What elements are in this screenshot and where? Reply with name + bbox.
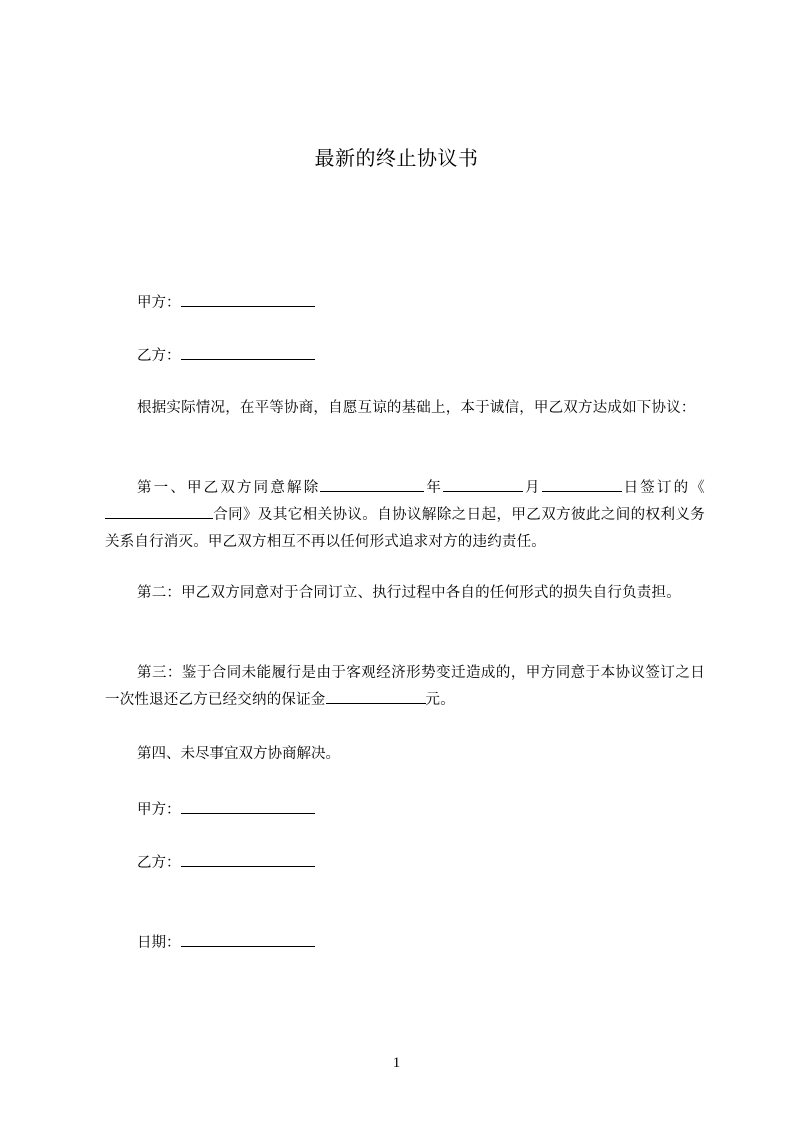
clause-1-text-a: 第一、甲乙双方同意解除	[137, 480, 321, 496]
party-b-line	[137, 345, 315, 365]
party-a-blank	[181, 292, 315, 307]
sign-party-a-label: 甲方：	[137, 802, 181, 818]
sign-party-b-line	[137, 852, 315, 872]
contract-day-blank	[542, 477, 622, 492]
month-label: 月	[523, 480, 542, 496]
sign-date-line	[137, 932, 315, 952]
deposit-unit: 元。	[425, 692, 455, 708]
party-a-line	[137, 292, 315, 312]
day-signed-label: 日签订的《	[621, 480, 706, 496]
contract-name-blank	[105, 504, 213, 519]
clause-3	[105, 660, 705, 714]
party-b-label: 乙方：	[137, 348, 181, 364]
contract-year-blank	[320, 477, 424, 492]
intro-paragraph: 根据实际情况，在平等协商，自愿互谅的基础上，本于诚信，甲乙双方达成如下协议：	[137, 400, 696, 416]
sign-date-label: 日期：	[137, 935, 181, 951]
year-label: 年	[424, 480, 444, 496]
clause-3-text: 第三：鉴于合同未能履行是由于客观经济形势变迁造成的，甲方同意于本协议签订之日一次性退还乙方已经交纳的保证金	[105, 665, 705, 708]
page-number: 1	[392, 1055, 401, 1071]
sign-date-blank	[181, 932, 315, 947]
sign-party-a-line	[137, 799, 315, 819]
sign-party-b-blank	[181, 852, 315, 867]
party-a-label: 甲方：	[137, 295, 181, 311]
sign-party-a-blank	[181, 799, 315, 814]
clause-2: 第二：甲乙双方同意对于合同订立、执行过程中各自的任何形式的损失自行负责担。	[137, 585, 681, 601]
sign-party-b-label: 乙方：	[137, 855, 181, 871]
party-b-blank	[181, 345, 315, 360]
clause-1-text-b: 合同》及其它相关协议。自协议解除之日起，甲乙双方彼此之间的权利义务关系自行消灭。甲乙双方相互不再以任何形式追求对方的违约责任。	[105, 507, 705, 550]
deposit-amount-blank	[326, 689, 426, 704]
clause-4: 第四、未尽事宜双方协商解决。	[137, 746, 340, 762]
clause-1	[105, 475, 705, 556]
contract-month-blank	[443, 477, 523, 492]
document-title: 最新的终止协议书	[314, 146, 479, 170]
